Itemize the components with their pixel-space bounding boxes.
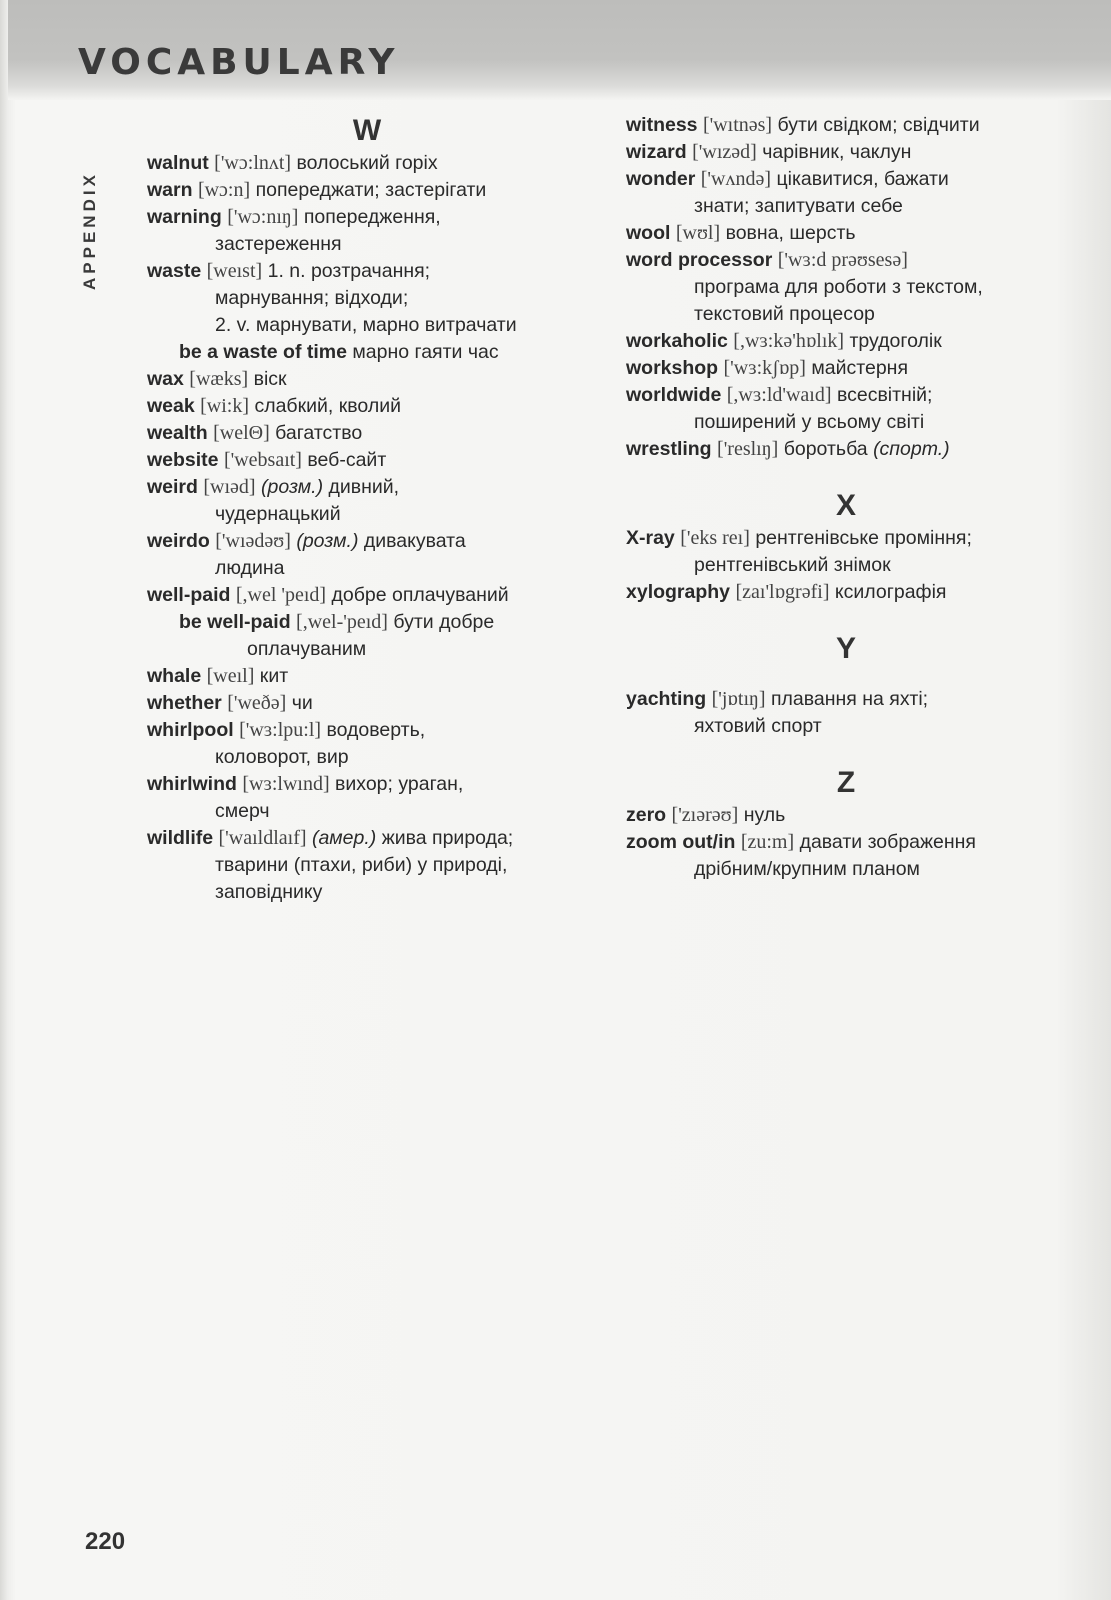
letter-section bbox=[626, 112, 1066, 463]
transcription: ['waıldlaıf] bbox=[218, 827, 307, 849]
entry-line bbox=[147, 150, 587, 177]
headword: website bbox=[147, 449, 219, 471]
transcription: ['wıtnəs] bbox=[702, 114, 773, 136]
entry-line bbox=[147, 582, 587, 609]
translation-continued: смерч bbox=[215, 800, 270, 822]
right-column bbox=[626, 112, 1066, 883]
translation-continued: 2. v. марнувати, марно витрачати bbox=[215, 314, 517, 336]
transcription: ['zıərəʊ] bbox=[671, 804, 739, 826]
dictionary-entry bbox=[626, 525, 1066, 579]
translation: водоверть, bbox=[326, 719, 426, 741]
entry-line bbox=[626, 829, 1066, 856]
dictionary-entry bbox=[626, 166, 1066, 220]
entry-line bbox=[147, 393, 587, 420]
entry-line bbox=[147, 447, 587, 474]
entry-line bbox=[626, 328, 1066, 355]
transcription: ['weðə] bbox=[227, 692, 287, 714]
usage-note: (спорт.) bbox=[873, 438, 950, 460]
translation: боротьба bbox=[783, 438, 868, 460]
headword: wildlife bbox=[147, 827, 214, 849]
dictionary-entry bbox=[147, 258, 587, 339]
headword: zero bbox=[626, 804, 667, 826]
translation: всесвітній; bbox=[836, 384, 933, 406]
transcription: ['reslıŋ] bbox=[717, 438, 779, 460]
transcription: [,wel-'peıd] bbox=[296, 611, 388, 633]
headword: weird bbox=[147, 476, 198, 498]
translation-continued: чудернацький bbox=[215, 503, 341, 525]
entry-line bbox=[147, 474, 587, 501]
headword: weirdo bbox=[147, 530, 210, 552]
transcription: ['eks reı] bbox=[680, 527, 750, 549]
translation: багатство bbox=[275, 422, 363, 444]
transcription: ['wɔ:lnʌt] bbox=[214, 152, 292, 174]
page-header-band bbox=[8, 0, 1111, 100]
entry-line bbox=[147, 528, 587, 555]
headword: well-paid bbox=[147, 584, 231, 606]
entry-line bbox=[147, 420, 587, 447]
translation: ксилографія bbox=[834, 581, 947, 603]
headword: wool bbox=[626, 222, 671, 244]
translation-continued: яхтовий спорт bbox=[694, 715, 822, 737]
entry-line bbox=[626, 247, 1066, 274]
page-title: VOCABULARY bbox=[78, 42, 400, 83]
translation: 1. n. розтрачання; bbox=[267, 260, 431, 282]
translation-continued: оплачуваним bbox=[247, 638, 367, 660]
dictionary-entry bbox=[147, 177, 587, 204]
dictionary-entry bbox=[626, 802, 1066, 829]
headword: walnut bbox=[147, 152, 209, 174]
translation-continued: тварини (птахи, риби) у природі, bbox=[215, 854, 508, 876]
translation: жива природа; bbox=[381, 827, 514, 849]
translation: віск bbox=[253, 368, 287, 390]
dictionary-entry bbox=[626, 220, 1066, 247]
headword: zoom out/in bbox=[626, 831, 736, 853]
usage-note: (розм.) bbox=[296, 530, 359, 552]
entry-line bbox=[626, 382, 1066, 409]
headword: workaholic bbox=[626, 330, 728, 352]
translation-continued: рентгенівський знімок bbox=[694, 554, 891, 576]
dictionary-entry bbox=[147, 204, 587, 258]
translation: волоський горіх bbox=[296, 152, 438, 174]
translation: плавання на яхті; bbox=[770, 688, 929, 710]
headword: worldwide bbox=[626, 384, 722, 406]
entry-line bbox=[626, 355, 1066, 382]
transcription: ['wıədəʊ] bbox=[215, 530, 291, 552]
entry-list bbox=[147, 150, 587, 906]
usage-note: (амер.) bbox=[311, 827, 377, 849]
entry-line bbox=[626, 166, 1066, 193]
transcription: [weıl] bbox=[206, 665, 255, 687]
dictionary-entry bbox=[147, 771, 587, 825]
letter-section bbox=[626, 487, 1066, 606]
entry-line bbox=[626, 220, 1066, 247]
headword: xylography bbox=[626, 581, 731, 603]
translation: марно гаяти час bbox=[352, 341, 499, 363]
translation: чарівник, чаклун bbox=[762, 141, 912, 163]
translation: чи bbox=[291, 692, 313, 714]
headword: be a waste of time bbox=[179, 341, 347, 363]
transcription: [,wɜ:kə'hɒlık] bbox=[733, 330, 845, 352]
section-list bbox=[626, 112, 1066, 883]
translation: кит bbox=[259, 665, 289, 687]
translation: веб-сайт bbox=[307, 449, 387, 471]
entry-line bbox=[147, 717, 587, 744]
headword: yachting bbox=[626, 688, 707, 710]
translation: давати зображення bbox=[799, 831, 976, 853]
dictionary-entry bbox=[626, 686, 1066, 740]
translation: бути добре bbox=[393, 611, 495, 633]
headword: whether bbox=[147, 692, 222, 714]
entry-line bbox=[147, 177, 587, 204]
dictionary-entry bbox=[626, 139, 1066, 166]
entry-line bbox=[147, 366, 587, 393]
headword: whale bbox=[147, 665, 202, 687]
dictionary-entry bbox=[626, 436, 1066, 463]
headword: workshop bbox=[626, 357, 719, 379]
dictionary-entry bbox=[626, 355, 1066, 382]
transcription: ['jɒtıŋ] bbox=[711, 688, 766, 710]
translation: вихор; ураган, bbox=[335, 773, 464, 795]
dictionary-entry bbox=[147, 717, 587, 771]
headword: word processor bbox=[626, 249, 773, 271]
dictionary-entry bbox=[147, 825, 587, 906]
translation: майстерня bbox=[811, 357, 909, 379]
transcription: [wɜ:lwınd] bbox=[242, 773, 330, 795]
headword: witness bbox=[626, 114, 698, 136]
transcription: [zu:m] bbox=[740, 831, 795, 853]
headword: whirlpool bbox=[147, 719, 234, 741]
translation: дивакувата bbox=[363, 530, 466, 552]
translation-continued: текстовий процесор bbox=[694, 303, 875, 325]
dictionary-entry bbox=[626, 328, 1066, 355]
dictionary-entry bbox=[626, 829, 1066, 883]
translation-continued: марнування; відходи; bbox=[215, 287, 409, 309]
transcription: [welΘ] bbox=[213, 422, 270, 444]
dictionary-entry bbox=[626, 112, 1066, 139]
dictionary-entry bbox=[147, 339, 587, 366]
translation-continued: знати; запитувати себе bbox=[694, 195, 903, 217]
section-letter-w: W bbox=[352, 114, 382, 147]
transcription: ['wɜ:d prəʊsesə] bbox=[777, 249, 908, 271]
dictionary-entry bbox=[626, 382, 1066, 436]
transcription: [wɔ:n] bbox=[197, 179, 251, 201]
headword: be well-paid bbox=[179, 611, 291, 633]
entry-line bbox=[626, 436, 1066, 463]
translation: слабкий, кволий bbox=[254, 395, 401, 417]
left-column bbox=[147, 112, 587, 906]
dictionary-entry bbox=[147, 150, 587, 177]
transcription: [wʊl] bbox=[675, 222, 721, 244]
entry-line bbox=[626, 139, 1066, 166]
transcription: ['wɔ:nıŋ] bbox=[227, 206, 299, 228]
letter-section bbox=[626, 764, 1066, 883]
headword: whirlwind bbox=[147, 773, 237, 795]
headword: wax bbox=[147, 368, 184, 390]
headword: waste bbox=[147, 260, 202, 282]
entry-line bbox=[147, 204, 587, 231]
translation: цікавитися, бажати bbox=[776, 168, 949, 190]
transcription: [zaı'lɒgrəfi] bbox=[735, 581, 830, 603]
dictionary-entry bbox=[626, 579, 1066, 606]
entry-line bbox=[626, 802, 1066, 829]
headword: wrestling bbox=[626, 438, 712, 460]
headword: wonder bbox=[626, 168, 696, 190]
translation: добре оплачуваний bbox=[331, 584, 509, 606]
dictionary-entry bbox=[147, 474, 587, 528]
dictionary-entry bbox=[147, 393, 587, 420]
transcription: [,wɜ:ld'waıd] bbox=[726, 384, 832, 406]
translation-continued: поширений у всьому світі bbox=[694, 411, 925, 433]
dictionary-entry bbox=[147, 582, 587, 609]
transcription: [wıəd] bbox=[203, 476, 256, 498]
entry-line bbox=[626, 112, 1066, 139]
entry-line bbox=[626, 579, 1066, 606]
transcription: ['wɜ:kʃɒp] bbox=[723, 357, 806, 379]
appendix-side-label: APPENDIX bbox=[80, 171, 99, 290]
translation: нуль bbox=[743, 804, 786, 826]
headword: warn bbox=[147, 179, 193, 201]
dictionary-entry bbox=[147, 528, 587, 582]
translation: попереджати; застерігати bbox=[255, 179, 487, 201]
entry-line bbox=[179, 609, 587, 636]
letter-section bbox=[626, 630, 1066, 740]
transcription: [wæks] bbox=[189, 368, 249, 390]
translation: трудоголік bbox=[849, 330, 942, 352]
section-letter-z: Z bbox=[836, 766, 856, 799]
entry-line bbox=[179, 339, 587, 366]
dictionary-entry bbox=[147, 420, 587, 447]
translation-continued: людина bbox=[215, 557, 285, 579]
translation: дивний, bbox=[328, 476, 400, 498]
translation: рентгенівське проміння; bbox=[755, 527, 972, 549]
transcription: [,wel 'peıd] bbox=[235, 584, 327, 606]
transcription: ['wʌndə] bbox=[700, 168, 772, 190]
headword: weak bbox=[147, 395, 195, 417]
dictionary-entry bbox=[147, 690, 587, 717]
transcription: [weıst] bbox=[206, 260, 263, 282]
entry-line bbox=[626, 686, 1066, 713]
transcription: [wi:k] bbox=[200, 395, 250, 417]
headword: wizard bbox=[626, 141, 687, 163]
translation-continued: програма для роботи з текстом, bbox=[694, 276, 983, 298]
translation-continued: коловорот, вир bbox=[215, 746, 349, 768]
dictionary-entry bbox=[147, 609, 587, 663]
section-letter-y: Y bbox=[835, 632, 856, 665]
entry-line bbox=[147, 690, 587, 717]
translation: попередження, bbox=[303, 206, 441, 228]
entry-line bbox=[147, 771, 587, 798]
entry-line bbox=[147, 258, 587, 285]
entry-line bbox=[626, 525, 1066, 552]
dictionary-entry bbox=[147, 663, 587, 690]
entry-line bbox=[147, 825, 587, 852]
translation: вовна, шерсть bbox=[725, 222, 856, 244]
translation-continued: застереження bbox=[215, 233, 342, 255]
translation: бути свідком; свідчити bbox=[777, 114, 980, 136]
dictionary-entry bbox=[626, 247, 1066, 328]
dictionary-entry bbox=[147, 366, 587, 393]
usage-note: (розм.) bbox=[260, 476, 324, 498]
translation-continued: дрібним/крупним планом bbox=[694, 858, 920, 880]
page-number: 220 bbox=[85, 1528, 126, 1555]
headword: X-ray bbox=[626, 527, 675, 549]
headword: warning bbox=[147, 206, 222, 228]
translation-continued: заповіднику bbox=[215, 881, 323, 903]
headword: wealth bbox=[147, 422, 208, 444]
dictionary-entry bbox=[147, 447, 587, 474]
section-letter-x: X bbox=[835, 489, 856, 522]
entry-line bbox=[147, 663, 587, 690]
transcription: ['wɜ:lpu:l] bbox=[239, 719, 322, 741]
transcription: ['websaıt] bbox=[223, 449, 302, 471]
transcription: ['wızəd] bbox=[692, 141, 757, 163]
